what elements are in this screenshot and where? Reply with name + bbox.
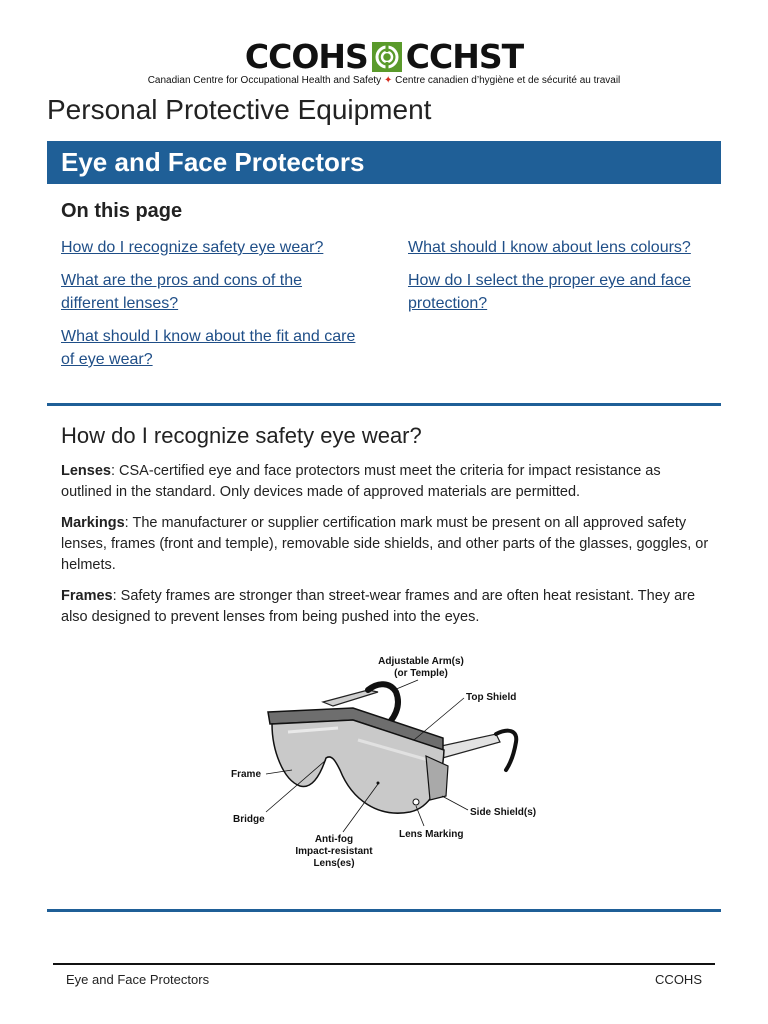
logo-subtitle-en: Canadian Centre for Occupational Health and Safety (147, 75, 382, 86)
maple-leaf-icon: ✦ (383, 75, 393, 86)
label-frame: Frame (231, 769, 262, 780)
term-frames: Frames (61, 588, 113, 604)
text-lenses: : CSA-certified eye and face protectors must meet the criteria for impact resistance as outlined in the standard. Only devices made of approved materials are permitted. (61, 463, 661, 500)
paragraph-frames (61, 586, 711, 628)
text-markings: : The manufacturer or supplier certification mark must be present on all approved safety lenses, frames (front and temple), removable side shields, and other parts of the glasses, goggles, or helmets. (61, 515, 709, 573)
toc-link-recognize[interactable]: How do I recognize safety eye wear? (61, 239, 324, 256)
section-divider (47, 403, 721, 406)
ccohs-emblem-icon (372, 42, 402, 72)
title-banner (47, 141, 721, 184)
label-bridge: Bridge (233, 814, 265, 825)
paragraph-lenses (61, 461, 711, 503)
logo-subtitle (0, 75, 768, 86)
page-title: Eye and Face Protectors (61, 147, 365, 177)
logo-left-word: CCOHS (244, 37, 368, 76)
logo-right-word: CCHST (405, 37, 524, 76)
toc-right-column (408, 236, 708, 325)
ccohs-logo (0, 37, 768, 86)
toc-link-lens-colours[interactable]: What should I know about lens colours? (408, 239, 691, 256)
lens-marking-dot (413, 799, 419, 805)
section-heading: How do I recognize safety eye wear? (61, 423, 422, 448)
toc-link-pros-cons[interactable]: What are the pros and cons of the different lenses? (61, 272, 303, 312)
text-frames: : Safety frames are stronger than street-wear frames and are often heat resistant. They are also designed to prevent lenses from being pushed into the eyes. (61, 588, 696, 625)
footer-org: CCOHS (655, 972, 702, 987)
document-category: Personal Protective Equipment (47, 94, 432, 125)
footer-rule (53, 963, 715, 965)
side-shield (426, 756, 448, 800)
label-adjustable-arm: Adjustable Arm(s) (378, 656, 464, 667)
label-side-shield: Side Shield(s) (470, 807, 537, 818)
toc-link-select-protection[interactable]: How do I select the proper eye and face protection? (408, 272, 691, 312)
right-temple-tip (496, 731, 516, 770)
term-lenses: Lenses (61, 463, 111, 479)
toc-link-fit-care[interactable]: What should I know about the fit and care of eye wear? (61, 328, 356, 368)
label-top-shield: Top Shield (466, 692, 517, 703)
logo-subtitle-fr: Centre canadien d’hygiène et de sécurité au travail (395, 75, 621, 86)
toc-left-column (61, 236, 361, 381)
label-lens-marking: Lens Marking (399, 829, 464, 840)
toc-heading: On this page (61, 200, 183, 222)
safety-glasses-diagram (228, 650, 548, 875)
label-lenses: Lens(es) (313, 858, 355, 869)
section-end-divider (47, 909, 721, 912)
footer-document-title: Eye and Face Protectors (66, 972, 210, 987)
label-impact-resistant: Impact-resistant (295, 846, 373, 857)
term-markings: Markings (61, 515, 125, 531)
paragraph-markings (61, 513, 711, 576)
label-or-temple: (or Temple) (394, 668, 448, 679)
label-anti-fog: Anti-fog (314, 834, 354, 845)
